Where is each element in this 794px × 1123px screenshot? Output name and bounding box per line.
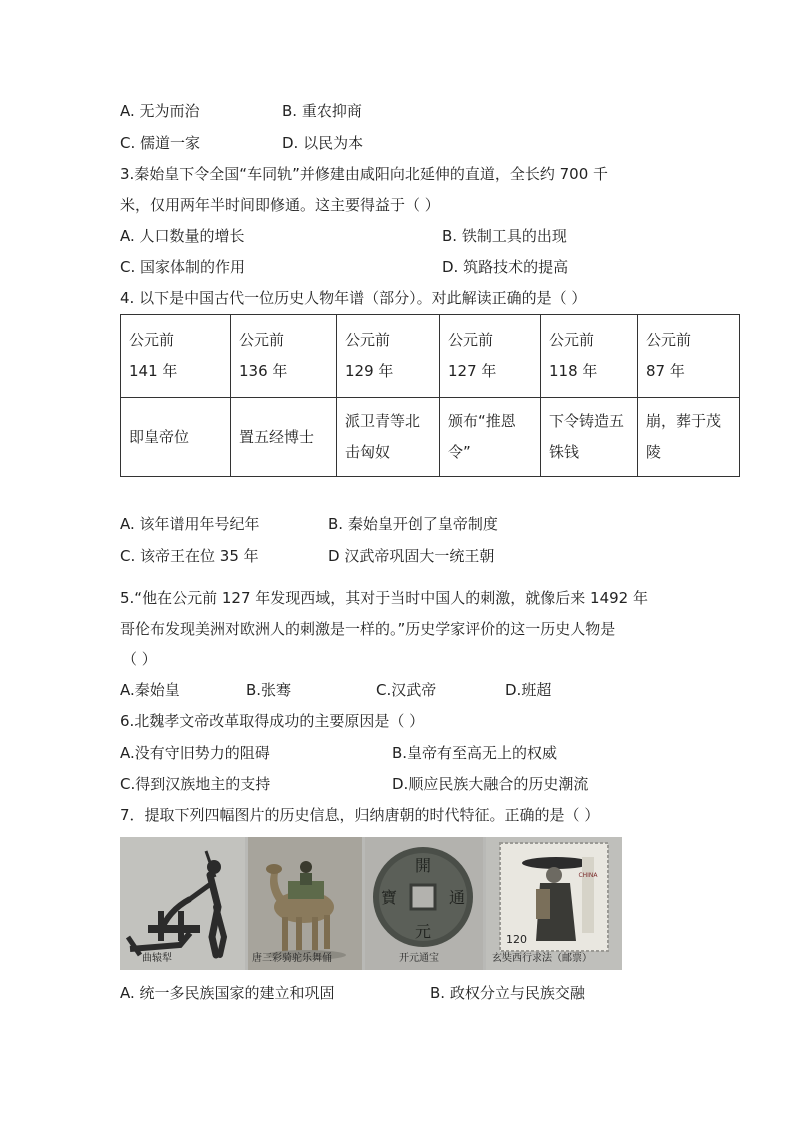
table-cell-event: 颁布“推恩 令” (440, 398, 541, 477)
q7-option-b: B. 政权分立与民族交融 (430, 984, 585, 1002)
q4-option-c: C. 该帝王在位 35 年 (120, 547, 259, 565)
q5-option-a: A.秦始皇 (120, 681, 180, 699)
q6-option-a: A.没有守旧势力的阻碍 (120, 744, 270, 762)
q3-option-b: B. 铁制工具的出现 (442, 227, 567, 245)
q3-option-c: C. 国家体制的作用 (120, 258, 246, 276)
q5-option-d: D.班超 (505, 681, 552, 699)
q4-option-d: D 汉武帝巩固大一统王朝 (328, 547, 495, 565)
table-cell-year: 公元前 118 年 (541, 315, 638, 398)
curved-plow-picture (120, 837, 245, 970)
xuanzang-stamp-picture (486, 837, 622, 970)
q4-option-b: B. 秦始皇开创了皇帝制度 (328, 515, 498, 533)
coin-char-right: 通 (448, 888, 466, 907)
coin-char-left: 寶 (380, 888, 398, 907)
table-cell-year: 公元前 129 年 (337, 315, 440, 398)
q6-stem: 6.北魏孝文帝改革取得成功的主要原因是（ ） (120, 712, 425, 730)
coin-char-bottom: 元 (414, 922, 432, 941)
table-cell-year: 公元前 141 年 (121, 315, 231, 398)
q7-stem: 7．提取下列四幅图片的历史信息，归纳唐朝的时代特征。正确的是（ ） (120, 806, 600, 824)
camel-figurine-picture (248, 837, 362, 970)
table-row-years (121, 315, 740, 398)
table-cell-event: 崩，葬于茂 陵 (638, 398, 740, 477)
q5-option-c: C.汉武帝 (376, 681, 437, 699)
q5-option-b: B.张骞 (246, 681, 292, 699)
table-cell-year: 公元前 87 年 (638, 315, 740, 398)
q6-option-d: D.顺应民族大融合的历史潮流 (392, 775, 589, 793)
caption-xuanzang-stamp: 玄奘西行求法（邮票） (492, 953, 592, 964)
table-cell-event: 即皇帝位 (121, 398, 231, 477)
q4-stem: 4. 以下是中国古代一位历史人物年谱（部分）。对此解读正确的是（ ） (120, 289, 587, 307)
coin-char-top: 開 (414, 856, 432, 875)
q6-option-c: C.得到汉族地主的支持 (120, 775, 271, 793)
table-row-events (121, 398, 740, 477)
caption-kaiyuan-coin: 开元通宝 (399, 953, 439, 964)
curved-plow-icon (120, 837, 245, 970)
q5-stem-line1: 5.“他在公元前 127 年发现西域，其对于当时中国人的刺激，就像后来 1492 年 (120, 589, 648, 607)
q3-stem-line2: 米，仅用两年半时间即修通。这主要得益于（ ） (120, 196, 440, 214)
table-cell-event: 派卫青等北 击匈奴 (337, 398, 440, 477)
q3-option-a: A. 人口数量的增长 (120, 227, 245, 245)
q5-stem-line3: （ ） (122, 650, 157, 668)
table-cell-event: 下令铸造五 铢钱 (541, 398, 638, 477)
q7-option-a: A. 统一多民族国家的建立和巩固 (120, 984, 335, 1002)
table-cell-year: 公元前 127 年 (440, 315, 541, 398)
q2-option-a: A. 无为而治 (120, 102, 200, 120)
q5-stem-line2: 哥伦布发现美洲对欧洲人的刺激是一样的。”历史学家评价的这一历史人物是 (120, 620, 616, 638)
table-cell-year: 公元前 136 年 (231, 315, 337, 398)
q2-option-b: B. 重农抑商 (282, 102, 362, 120)
table-cell-event: 置五经博士 (231, 398, 337, 477)
stamp-value: 120 (506, 933, 527, 946)
kaiyuan-coin-picture (365, 837, 483, 970)
caption-curved-plow: 曲辕犁 (142, 953, 172, 964)
q3-stem-line1: 3.秦始皇下令全国“车同轨”并修建由咸阳向北延伸的直道，全长约 700 千 (120, 165, 609, 183)
caption-camel-figurine: 唐三彩骑驼乐舞俑 (252, 953, 332, 964)
chronology-table (120, 314, 740, 477)
q6-option-b: B.皇帝有至高无上的权威 (392, 744, 558, 762)
q2-option-d: D. 以民为本 (282, 134, 364, 152)
q4-option-a: A. 该年谱用年号纪年 (120, 515, 260, 533)
q3-option-d: D. 筑路技术的提高 (442, 258, 569, 276)
q2-option-c: C. 儒道一家 (120, 134, 201, 152)
tang-artifacts-image-strip (120, 837, 622, 970)
svg-text:CHINA: CHINA (578, 872, 598, 879)
